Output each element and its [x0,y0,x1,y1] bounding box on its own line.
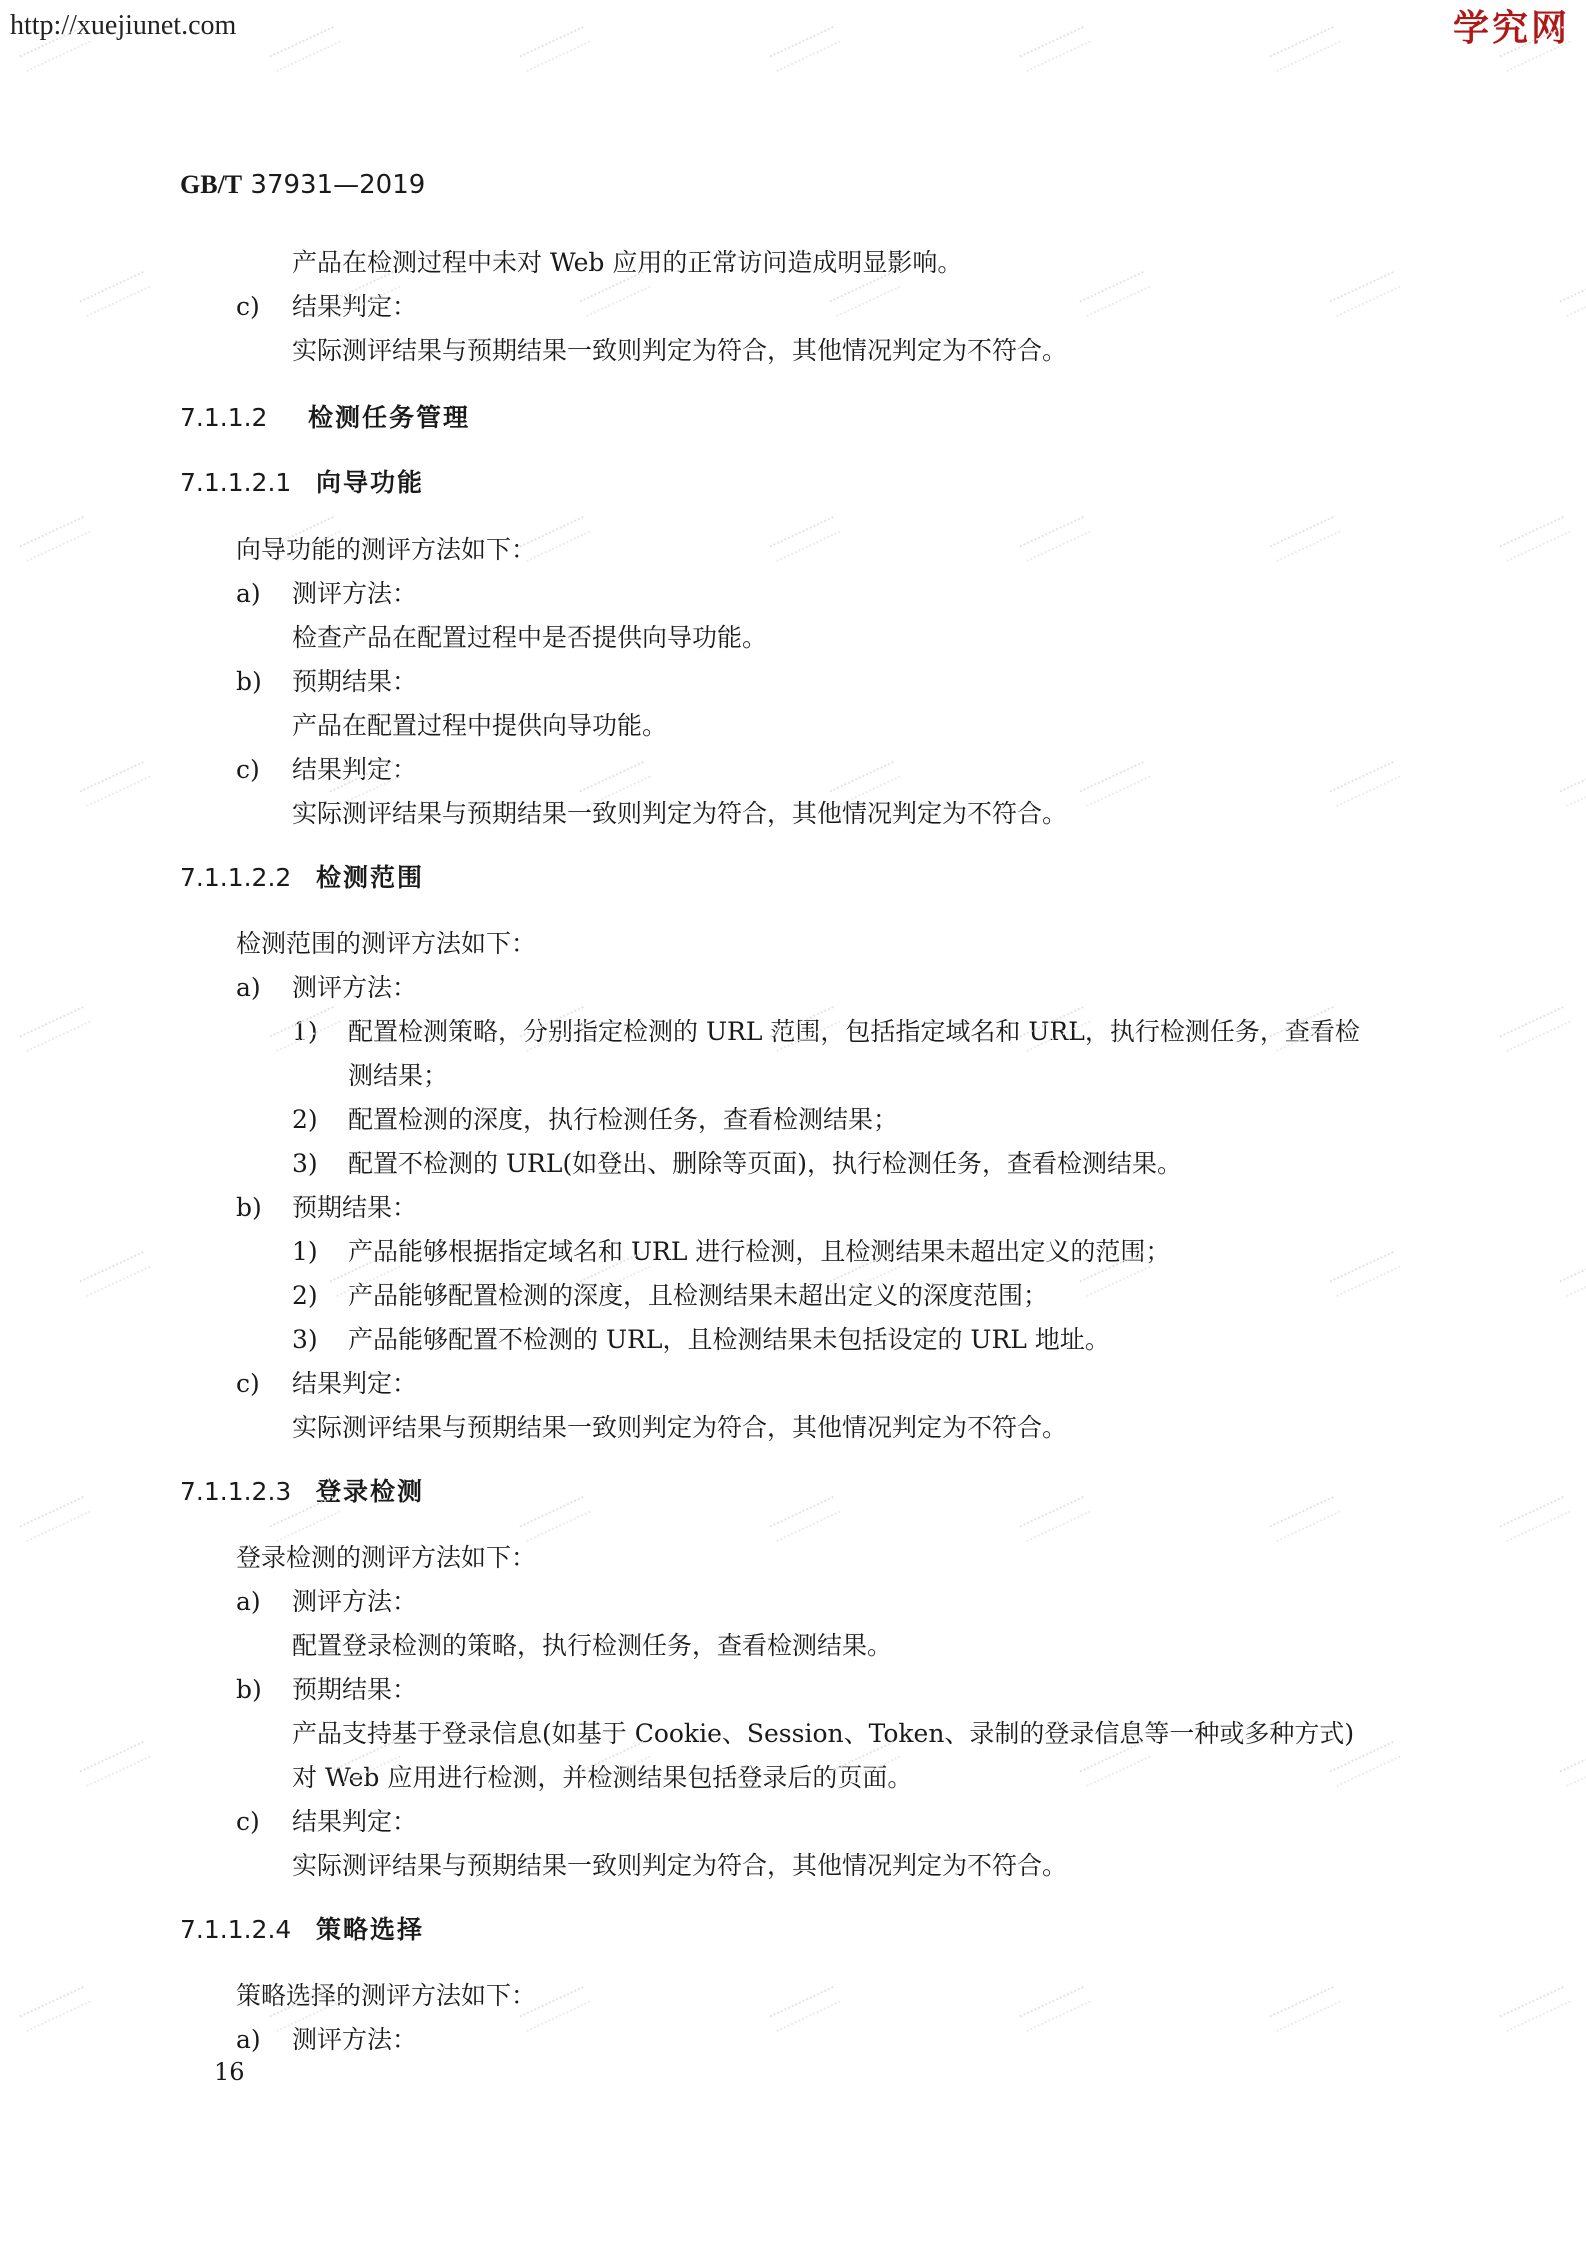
watermark-mark [1559,1251,1586,1297]
watermark-mark [1499,1006,1570,1052]
paragraph: 实际测评结果与预期结果一致则判定为符合，其他情况判定为不符合。 [292,799,1068,828]
list-label: b) [236,1675,262,1704]
paragraph: 产品支持基于登录信息(如基于 Cookie、Session、Token、录制的登录信息等一种或多种方式) [292,1719,1355,1748]
section-heading [180,463,424,499]
sub-list-item [292,1276,1048,1312]
list-label: c) [236,1369,260,1398]
list-text: 结果判定： [292,755,418,784]
watermark-mark [1019,1496,1090,1542]
sub-list-text: 产品能够根据指定域名和 URL 进行检测，且检测结果未超出定义的范围； [348,1237,1171,1266]
watermark-mark [1269,516,1340,562]
sub-list-text: 产品能够配置检测的深度，且检测结果未超出定义的深度范围； [348,1281,1049,1310]
paragraph: 检测范围的测评方法如下： [236,929,537,958]
sub-list-label: 1) [292,1237,318,1266]
sub-list-text: 配置不检测的 URL(如登出、删除等页面)，执行检测任务，查看检测结果。 [348,1149,1182,1178]
list-text: 测评方法： [292,2025,418,2054]
list-label: a) [236,2025,261,2054]
watermark-mark [1329,271,1400,317]
list-label: b) [236,667,262,696]
paragraph: 登录检测的测评方法如下： [236,1543,537,1572]
standard-code-prefix: GB/T [180,170,243,199]
list-text: 测评方法： [292,1587,418,1616]
watermark-mark [769,1986,840,2032]
list-item [236,574,417,610]
watermark-mark [1559,761,1586,807]
paragraph: 向导功能的测评方法如下： [236,535,537,564]
section-number: 7.1.1.2.4 [180,1915,292,1944]
list-item [236,1802,417,1838]
watermark-mark [1019,1986,1090,2032]
watermark-mark [79,271,150,317]
section-heading [180,398,470,434]
section-number: 7.1.1.2.1 [180,468,292,497]
list-item [236,1364,417,1400]
list-item [236,2020,417,2056]
list-text: 测评方法： [292,579,418,608]
section-heading [180,1472,424,1508]
list-text: 结果判定： [292,1807,418,1836]
watermark-mark [519,1496,590,1542]
watermark-mark [79,761,150,807]
sub-list-item [292,1144,1182,1180]
section-title: 检测任务管理 [308,403,471,432]
watermark-mark [1329,761,1400,807]
sub-list-item [292,1232,1170,1268]
page-number: 16 [214,2058,245,2086]
list-label: c) [236,1807,260,1836]
paragraph: 实际测评结果与预期结果一致则判定为符合，其他情况判定为不符合。 [292,336,1068,365]
watermark-mark [79,1251,150,1297]
sub-list-label: 3) [292,1149,318,1178]
list-item [236,662,417,698]
watermark-mark [1329,1251,1400,1297]
section-title: 登录检测 [316,1477,425,1506]
list-item [236,1582,417,1618]
watermark-mark [519,26,590,72]
sub-list-label: 1) [292,1017,318,1046]
site-url[interactable]: http://xuejiunet.com [10,10,237,41]
watermark-mark [1079,761,1150,807]
watermark-mark [1269,1986,1340,2032]
watermark-mark [19,1006,90,1052]
sub-list-text: 配置检测策略，分别指定检测的 URL 范围，包括指定域名和 URL，执行检测任务，查看检 [348,1017,1360,1046]
watermark-mark [79,1741,150,1787]
sub-list-item [292,1100,898,1136]
watermark-mark [1079,271,1150,317]
sub-list-text: 配置检测的深度，执行检测任务，查看检测结果； [348,1105,899,1134]
watermark-mark [769,26,840,72]
list-label: a) [236,1587,261,1616]
section-title: 向导功能 [316,468,425,497]
watermark-mark [19,1986,90,2032]
paragraph: 实际测评结果与预期结果一致则判定为符合，其他情况判定为不符合。 [292,1413,1068,1442]
section-heading [180,1910,424,1946]
list-label: a) [236,579,261,608]
list-item [236,968,417,1004]
paragraph: 策略选择的测评方法如下： [236,1981,537,2010]
watermark-mark [769,516,840,562]
list-text: 预期结果： [292,667,418,696]
paragraph: 对 Web 应用进行检测，并检测结果包括登录后的页面。 [292,1763,913,1792]
watermark-mark [1019,26,1090,72]
watermark-mark [1269,26,1340,72]
standard-code [180,170,425,200]
list-item [236,1188,417,1224]
paragraph: 实际测评结果与预期结果一致则判定为符合，其他情况判定为不符合。 [292,1851,1068,1880]
watermark-mark [1559,271,1586,317]
watermark-mark [1499,1986,1570,2032]
list-label: c) [236,292,260,321]
sub-list-text: 产品能够配置不检测的 URL，且检测结果未包括设定的 URL 地址。 [348,1325,1110,1354]
watermark-mark [269,26,340,72]
list-label: b) [236,1193,262,1222]
sub-list-label: 2) [292,1105,318,1134]
watermark-mark [1499,516,1570,562]
paragraph: 产品在检测过程中未对 Web 应用的正常访问造成明显影响。 [292,248,963,277]
list-item [236,1670,417,1706]
paragraph: 配置登录检测的策略，执行检测任务，查看检测结果。 [292,1631,893,1660]
watermark-mark [1269,1496,1340,1542]
section-title: 检测范围 [316,863,425,892]
watermark-mark [1019,516,1090,562]
list-item [236,287,417,323]
section-number: 7.1.1.2 [180,403,268,432]
standard-code-number: 37931—2019 [250,170,426,200]
watermark-mark [19,516,90,562]
section-number: 7.1.1.2.2 [180,863,292,892]
site-logo-text: 学究网 [1452,7,1570,49]
list-text: 结果判定： [292,292,418,321]
watermark-mark [1499,1496,1570,1542]
sub-list-label: 3) [292,1325,318,1354]
sub-list-item [292,1320,1110,1356]
section-title: 策略选择 [316,1915,425,1944]
list-text: 预期结果： [292,1193,418,1222]
paragraph-continuation: 测结果； [348,1061,449,1090]
watermark-mark [19,1496,90,1542]
sub-list-label: 2) [292,1281,318,1310]
section-number: 7.1.1.2.3 [180,1477,292,1506]
list-text: 测评方法： [292,973,418,1002]
watermark-mark [1559,1741,1586,1787]
section-heading [180,858,424,894]
list-text: 结果判定： [292,1369,418,1398]
list-label: c) [236,755,260,784]
paragraph: 产品在配置过程中提供向导功能。 [292,711,668,740]
watermark-mark [769,1496,840,1542]
list-text: 预期结果： [292,1675,418,1704]
paragraph: 检查产品在配置过程中是否提供向导功能。 [292,623,768,652]
list-label: a) [236,973,261,1002]
